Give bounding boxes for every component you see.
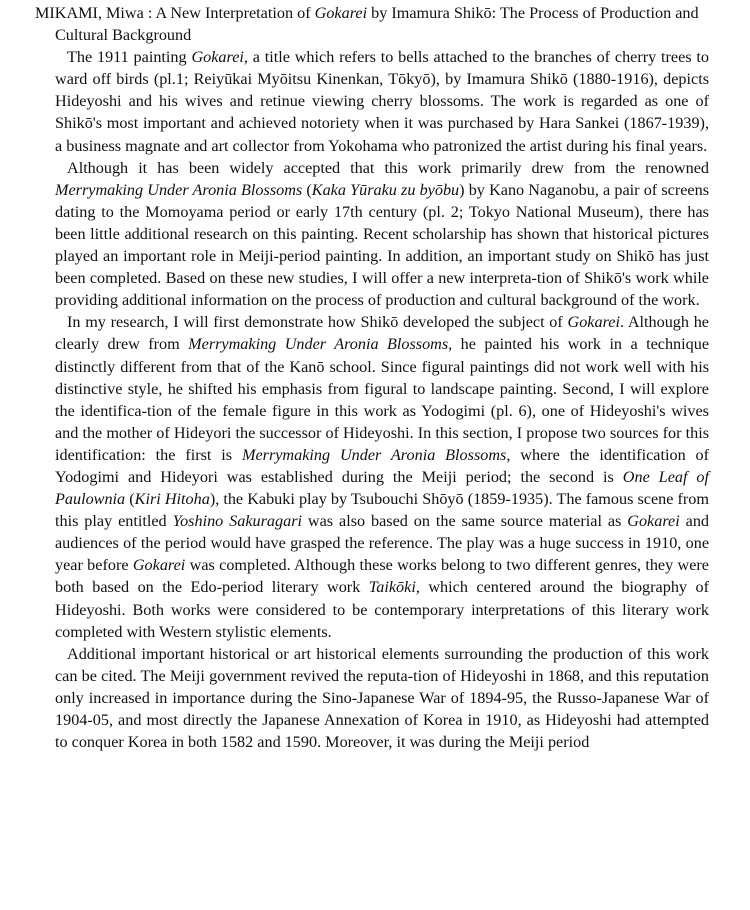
text-run: was completed. Although these works belong to two different genres, they were both based on the Edo-period literary work — [55, 556, 709, 597]
text-run: . Although he clearly drew from — [55, 313, 709, 354]
italic-text: Gokarei — [132, 556, 186, 575]
italic-text: Gokarei — [627, 512, 680, 531]
italic-text: Gokarei — [567, 313, 620, 332]
text-run: ), the Kabuki play by Tsubouchi Shōyō (1859-1935). The famous scene from this play entitled — [55, 490, 709, 531]
text-run: , he painted his work in a technique distinctly different from that of the Kanō school. Since figural paintings did not work well with his distinctive style, he shifted his emphasis from figural to landscape painting. Second, I will explore the identifica-tion of the female figure in this work as Yodogimi (pl. 6), one of Hideyoshi's wives and the mother of Hideyori the successor of Hideyoshi. In this section, I propose two sources for this identification: the first is — [55, 335, 709, 464]
text-run: , where the identification of Yodogimi and Hideyori was established during the Meiji period; the second is — [55, 445, 710, 486]
text-run: ) by Kano Naganobu, a pair of screens dating to the Momoyama period or early 17th century (pl. 2; Tokyo National Museum), there has been little additional research on this painting. Recent scholarship has shown that historical pictures played an important role in Meiji-period painting. In addition, an important study on Shikō has just been completed. Based on these new studies, I will offer a new interpreta-tion of Shikō's work while providing additional information on the process of production and cultural background of the work. — [55, 180, 710, 310]
document-page — [35, 2, 709, 753]
italic-text: One Leaf of Paulownia — [55, 467, 709, 509]
italic-text: Kiri Hitoha — [134, 490, 210, 509]
text-run: , which centered around the biography of Hideyoshi. Both works were considered to be contemporary interpretations of this literary work completed with Western stylistic elements. — [55, 578, 709, 641]
italic-text: Taikōki — [368, 578, 416, 597]
italic-text: Kaka Yūraku zu byōbu — [311, 180, 460, 199]
text-run: ( — [302, 180, 312, 199]
text-run: and audiences of the period would have grasped the reference. The play was a huge success in 1910, one year before — [55, 512, 710, 575]
text-run: was also based on the same source material as — [302, 512, 628, 531]
text-run: ( — [125, 490, 135, 509]
text-run: In my research, I will first demonstrate how Shikō developed the subject of — [67, 313, 568, 332]
italic-text: Merrymaking Under Aronia Blossoms — [188, 335, 449, 354]
paragraph — [35, 643, 709, 753]
text-run: , a title which refers to bells attached to the branches of cherry trees to ward off birds (pl.1; Reiyūkai Myōitsu Kinenkan, Tōkyō), by Imamura Shikō (1880-1916), depicts Hideyoshi and his wives and retinue viewing cherry blossoms. The work is regarded as one of Shikō's most important and achieved notoriety when it was purchased by Hara Sankei (1867-1939), a business magnate and art collector from Yokohama who patronized the artist during his final years. — [55, 48, 709, 155]
text-run: Additional important historical or art historical elements surrounding the production of this work can be cited. The Meiji government revived the reputa-tion of Hideyoshi in 1868, and this reputation only increased in importance during the Sino-Japanese War of 1894-95, the Russo-Japanese War of 1904-05, and most directly the Japanese Annexation of Korea in 1910, as Hideyoshi had attempted to conquer Korea in both 1582 and 1590. Moreover, it was during the Meiji period — [55, 644, 709, 752]
heading-author: MIKAMI, Miwa : A New Interpretation of — [35, 4, 315, 22]
article-body — [35, 46, 709, 753]
paragraph — [35, 311, 709, 642]
italic-text: Merrymaking Under Aronia Blossoms — [55, 180, 303, 199]
italic-text: Gokarei — [191, 48, 244, 67]
paragraph — [35, 46, 709, 156]
paragraph — [35, 157, 709, 312]
text-run: Although it has been widely accepted that this work primarily drew from the renowned — [67, 158, 709, 177]
italic-text: Yoshino Sakuragari — [172, 512, 303, 531]
article-heading — [35, 2, 709, 46]
text-run: The 1911 painting — [67, 48, 192, 67]
heading-work-title: Gokarei — [314, 4, 368, 22]
heading-rest: by Imamura Shikō: The Process of Production and Cultural Background — [55, 4, 699, 45]
italic-text: Merrymaking Under Aronia Blossoms — [241, 445, 507, 464]
